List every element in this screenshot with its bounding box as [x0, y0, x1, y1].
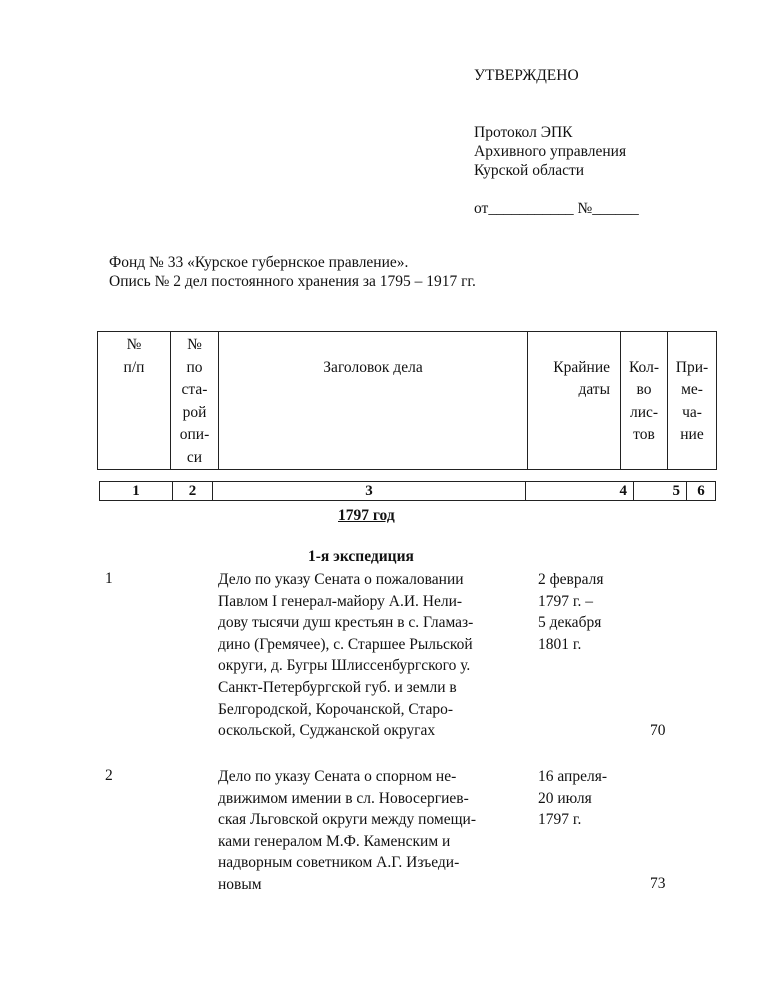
approval-line: Архивного управления	[474, 143, 627, 160]
column-number: 5	[634, 482, 687, 501]
fund-line-2: Опись № 2 дел постоянного хранения за 1795 – 1917 гг.	[109, 273, 476, 290]
column-number: 1	[100, 482, 173, 501]
expedition-heading: 1-я экспедиция	[308, 548, 414, 565]
inventory-header-table	[97, 331, 717, 470]
column-number-row	[99, 481, 716, 501]
approval-heading: УТВЕРЖДЕНО	[474, 67, 579, 84]
record-dates: 2 февраля 1797 г. – 5 декабря 1801 г.	[538, 571, 604, 653]
column-number: 6	[687, 482, 716, 501]
approval-line: Курской области	[474, 162, 585, 179]
record-number: 2	[105, 767, 113, 784]
fund-line-1: Фонд № 33 «Курское губернское правление».	[109, 254, 409, 271]
column-number: 3	[213, 482, 526, 501]
record-sheets: 73	[650, 875, 666, 892]
fund-description	[109, 253, 476, 291]
header-col-sheets: Кол- во лис- тов	[621, 332, 668, 470]
header-col-dates: Крайние даты	[528, 332, 621, 470]
approval-line: Протокол ЭПК	[474, 124, 573, 141]
column-number: 4	[526, 482, 634, 501]
record-title: Дело по указу Сената о спорном не- движимом имении в сл. Новосергиев- ская Льговской округи между помещи- ками генералом М.Ф. Каменским и надворным советником А.Г. Изъеди- новым	[218, 768, 476, 893]
header-col-old-number: № по ста- рой опи- си	[171, 332, 219, 470]
record-title: Дело по указу Сената о пожаловании Павлом I генерал-майору А.И. Нели- дову тысячи душ крестьян в с. Гламаз- дино (Гремячее), с. Старшее Рыльской округи, д. Бугры Шлиссенбургского у. Санкт-Петербургской губ. и земли в Белгородской, Корочанской, Старо- оскольской, Суджанской округах	[218, 571, 474, 740]
approval-date-line: от___________ №______	[474, 200, 639, 217]
record-sheets: 70	[650, 722, 666, 739]
header-col-notes: При- ме- ча- ние	[668, 332, 717, 470]
record-dates: 16 апреля- 20 июля 1797 г.	[538, 768, 608, 829]
header-col-title: Заголовок дела	[219, 332, 528, 470]
approval-block	[474, 66, 639, 218]
header-col-number: № п/п	[98, 332, 171, 470]
record-number: 1	[105, 570, 113, 587]
year-heading: 1797 год	[338, 507, 395, 524]
column-number: 2	[173, 482, 213, 501]
